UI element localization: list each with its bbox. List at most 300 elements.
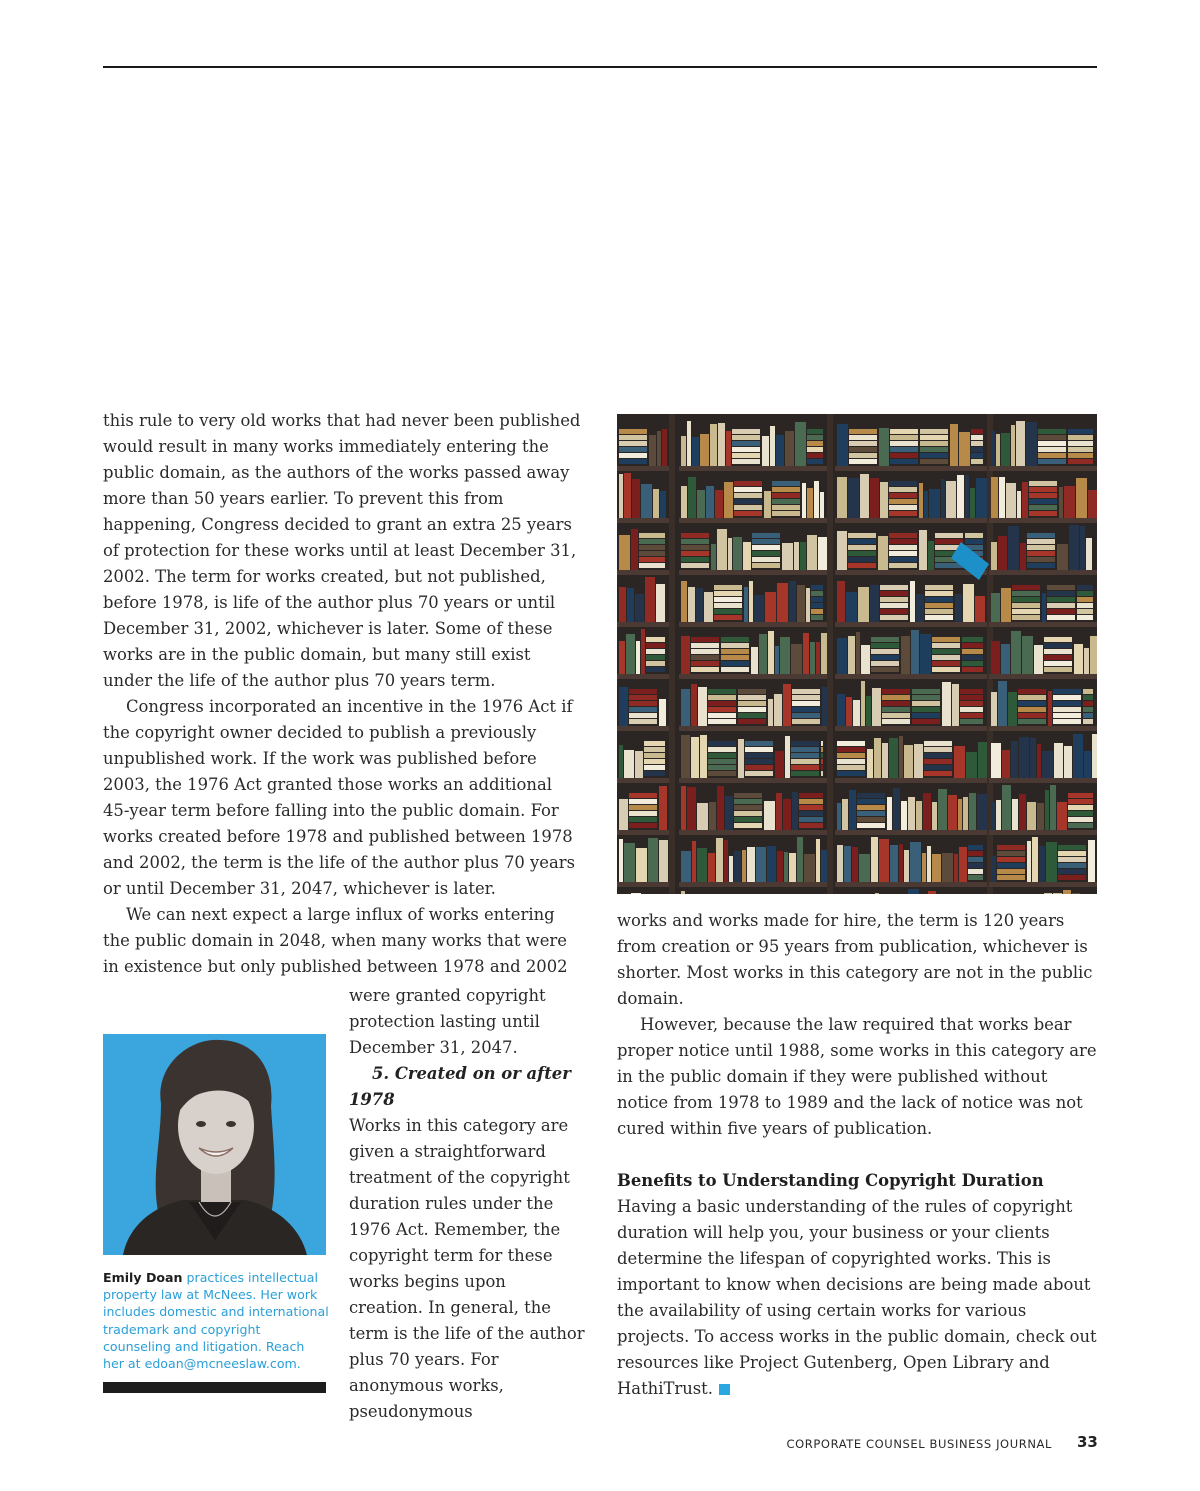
book: [721, 667, 749, 672]
book: [756, 847, 766, 882]
book: [919, 530, 927, 570]
shelf-board: [835, 466, 987, 471]
shelf-board: [617, 674, 669, 679]
book: [742, 850, 746, 882]
book: [971, 459, 983, 464]
book: [866, 696, 871, 726]
book: [1011, 631, 1021, 674]
book: [857, 817, 885, 822]
book: [901, 636, 910, 674]
book: [858, 587, 869, 622]
book: [1045, 790, 1049, 830]
book: [880, 591, 908, 596]
shelf-board: [835, 674, 987, 679]
shelf-board: [989, 622, 1097, 627]
book: [844, 846, 851, 882]
book: [848, 636, 855, 674]
book: [792, 713, 820, 718]
book: [691, 655, 719, 660]
book: [644, 759, 665, 764]
book: [1012, 603, 1040, 608]
book: [772, 511, 800, 516]
book: [791, 747, 819, 752]
book: [1018, 707, 1046, 712]
shelf-board: [679, 726, 827, 731]
book: [716, 838, 723, 882]
book: [960, 689, 983, 694]
book: [849, 453, 877, 458]
book: [816, 839, 820, 882]
book: [882, 743, 888, 778]
author-bio-text: practices intellectual property law at McNees. Her work includes domestic and international trademark and copyright counseling and litigation. Reach her at edoan@mcneeslaw.com.: [103, 1270, 329, 1372]
book: [1017, 491, 1021, 518]
book: [807, 453, 823, 458]
book: [639, 551, 665, 556]
book: [1077, 591, 1093, 596]
book: [1038, 441, 1066, 446]
book: [681, 735, 690, 778]
book: [962, 637, 983, 642]
book: [807, 429, 823, 434]
book: [681, 539, 709, 544]
book: [714, 615, 742, 620]
book: [708, 765, 736, 770]
book: [774, 694, 782, 726]
book: [1083, 707, 1093, 712]
right-paragraph-continued: works and works made for hire, the term is 120 years from creation or 95 years from publication, whichever is shorter. Most works in this category are not in the public domain.: [617, 911, 1093, 1008]
book: [932, 649, 960, 654]
section-heading: Benefits to Understanding Copyright Duration: [617, 1171, 1044, 1190]
book: [882, 713, 910, 718]
shelf-board: [989, 518, 1097, 523]
book: [849, 429, 877, 434]
book: [714, 585, 742, 590]
book: [1088, 840, 1095, 882]
book: [837, 424, 848, 466]
book: [837, 747, 865, 752]
book: [752, 551, 780, 556]
book: [706, 486, 714, 518]
book: [880, 609, 908, 614]
book: [960, 713, 983, 718]
book: [963, 797, 968, 830]
book: [971, 441, 983, 446]
book: [734, 805, 762, 810]
book: [977, 794, 988, 830]
book: [971, 429, 983, 434]
book: [792, 792, 798, 830]
author-name: Emily Doan: [103, 1270, 183, 1285]
book: [962, 667, 983, 672]
book: [811, 597, 823, 602]
book: [927, 846, 931, 882]
book: [629, 689, 657, 694]
book: [639, 539, 665, 544]
book: [1042, 751, 1053, 778]
book: [968, 869, 983, 874]
book: [821, 759, 823, 764]
book: [1048, 691, 1052, 726]
book: [1053, 695, 1081, 700]
book: [889, 487, 917, 492]
book: [932, 661, 960, 666]
book: [875, 893, 879, 894]
book: [715, 490, 723, 518]
shelf-board: [679, 622, 827, 627]
book: [772, 499, 800, 504]
book: [772, 487, 800, 492]
book: [767, 846, 776, 882]
book: [870, 478, 879, 518]
shelf-board: [835, 622, 987, 627]
book: [1006, 483, 1016, 518]
book: [890, 441, 918, 446]
book: [821, 753, 823, 758]
book: [641, 484, 652, 518]
book: [726, 431, 731, 466]
book: [629, 695, 657, 700]
book: [1027, 551, 1055, 556]
book: [691, 649, 719, 654]
shelf-board: [679, 778, 827, 783]
shelf-board: [617, 570, 669, 575]
book: [734, 499, 762, 504]
book: [1073, 734, 1083, 778]
book: [924, 759, 952, 764]
book: [1047, 585, 1075, 590]
book: [619, 453, 647, 458]
book: [775, 751, 784, 778]
book: [1053, 713, 1081, 718]
book: [938, 789, 947, 830]
shelf-board: [617, 882, 669, 887]
book: [889, 499, 917, 504]
book: [899, 736, 903, 778]
book: [1068, 805, 1093, 810]
book: [732, 441, 760, 446]
book: [960, 701, 983, 706]
shelf-board: [989, 726, 1097, 731]
middle-column: [349, 983, 585, 1425]
book: [968, 851, 983, 856]
book: [770, 426, 775, 466]
book: [619, 459, 647, 464]
book: [776, 793, 782, 830]
book: [924, 771, 952, 776]
author-bio: [103, 1269, 329, 1372]
book: [734, 851, 741, 882]
book: [1018, 719, 1046, 724]
book: [821, 747, 823, 752]
book: [1037, 744, 1041, 778]
book: [768, 631, 774, 674]
book: [837, 845, 843, 882]
book: [646, 655, 665, 660]
book: [1008, 692, 1017, 726]
book: [721, 655, 749, 660]
book: [700, 735, 707, 778]
shelf-board: [617, 726, 669, 731]
book: [718, 423, 725, 466]
shelf-board: [835, 518, 987, 523]
book: [709, 802, 716, 830]
book: [1012, 799, 1018, 830]
book: [1047, 591, 1075, 596]
book: [710, 424, 717, 466]
book: [776, 435, 784, 466]
book: [889, 557, 917, 562]
book: [920, 441, 948, 446]
shelf-board: [679, 570, 827, 575]
book: [681, 545, 709, 550]
book: [1011, 425, 1015, 466]
book: [802, 483, 806, 518]
book: [646, 637, 665, 642]
book: [811, 585, 823, 590]
book: [991, 692, 997, 726]
shelf-board: [835, 778, 987, 783]
book: [764, 801, 775, 830]
book: [624, 843, 635, 882]
book: [1083, 701, 1093, 706]
book: [1068, 441, 1093, 446]
book: [849, 459, 877, 464]
book: [1068, 817, 1093, 822]
book: [1027, 563, 1055, 568]
book: [626, 634, 635, 674]
book: [1047, 597, 1075, 602]
book: [920, 429, 948, 434]
book: [889, 481, 917, 486]
book: [919, 483, 923, 518]
book: [878, 536, 888, 570]
book: [792, 701, 820, 706]
shelf-board: [835, 830, 987, 835]
book: [874, 738, 881, 778]
book: [969, 793, 976, 830]
book: [887, 797, 892, 830]
book: [966, 752, 977, 778]
shelf-post: [827, 414, 833, 894]
book: [871, 649, 899, 654]
book: [893, 788, 900, 830]
book: [660, 491, 666, 518]
book: [799, 805, 823, 810]
shelf-board: [617, 778, 669, 783]
book: [688, 477, 696, 518]
book: [1038, 459, 1066, 464]
book: [1058, 875, 1086, 880]
book: [1002, 750, 1010, 778]
book: [911, 630, 919, 674]
book: [714, 609, 742, 614]
book: [698, 687, 707, 726]
book: [912, 701, 940, 706]
book: [721, 649, 749, 654]
book: [1029, 487, 1057, 492]
book: [952, 684, 959, 726]
book: [923, 793, 931, 830]
book: [635, 751, 643, 778]
book: [1076, 478, 1087, 518]
book: [1058, 845, 1086, 850]
book: [747, 847, 755, 882]
book: [842, 799, 848, 830]
book: [963, 584, 974, 622]
book: [636, 641, 640, 674]
book: [734, 493, 762, 498]
book: [619, 429, 647, 434]
book: [880, 615, 908, 620]
book: [1086, 538, 1092, 570]
book: [687, 787, 696, 830]
book: [997, 851, 1025, 856]
book: [775, 646, 779, 674]
book: [1027, 841, 1031, 882]
book: [1038, 453, 1066, 458]
book: [681, 486, 687, 518]
book: [791, 759, 819, 764]
book: [899, 844, 903, 882]
book: [1001, 588, 1011, 622]
book: [732, 453, 760, 458]
book: [849, 441, 877, 446]
book: [1080, 526, 1085, 570]
book: [635, 594, 644, 622]
book: [648, 838, 658, 882]
book: [629, 707, 657, 712]
book: [644, 765, 665, 770]
book: [1018, 713, 1046, 718]
book: [807, 488, 813, 518]
book: [965, 539, 983, 544]
book: [791, 753, 819, 758]
book: [991, 477, 998, 518]
book: [1053, 707, 1081, 712]
book: [889, 505, 917, 510]
book: [1084, 751, 1091, 778]
book: [1083, 713, 1093, 718]
book: [856, 632, 860, 674]
book: [631, 529, 638, 570]
book: [745, 747, 773, 752]
shelf-board: [617, 830, 669, 835]
book: [799, 793, 823, 798]
book: [772, 493, 800, 498]
book: [932, 667, 960, 672]
book: [997, 863, 1025, 868]
book: [924, 741, 952, 746]
book: [708, 747, 736, 752]
book: [890, 447, 918, 452]
book: [1044, 893, 1052, 894]
book: [837, 765, 865, 770]
book: [991, 802, 995, 830]
book: [738, 695, 766, 700]
book: [872, 688, 881, 726]
book: [646, 667, 665, 672]
book: [1022, 482, 1028, 518]
book: [789, 581, 796, 622]
book: [619, 535, 630, 570]
book: [1053, 893, 1062, 894]
book: [1029, 511, 1057, 516]
book: [1063, 890, 1071, 894]
book: [752, 545, 780, 550]
middle-paragraph-continued: were granted copyright protection lasting until December 31, 2047.: [349, 986, 546, 1057]
book: [880, 603, 908, 608]
book: [857, 805, 885, 810]
book: [1044, 661, 1072, 666]
book: [646, 661, 665, 666]
book: [1038, 447, 1066, 452]
book: [714, 603, 742, 608]
book: [629, 823, 657, 828]
book: [976, 478, 987, 518]
book: [816, 642, 820, 674]
book: [821, 765, 823, 770]
book: [960, 707, 983, 712]
book: [1019, 794, 1026, 830]
book: [932, 655, 960, 660]
book: [848, 551, 876, 556]
book: [1012, 609, 1040, 614]
book: [1083, 695, 1093, 700]
book: [1077, 615, 1093, 620]
book: [916, 594, 924, 622]
book: [922, 853, 926, 882]
book: [962, 661, 983, 666]
book: [725, 796, 733, 830]
book: [925, 597, 953, 602]
shelf-board: [989, 830, 1097, 835]
book: [721, 661, 749, 666]
book: [925, 603, 953, 608]
book: [848, 478, 859, 518]
book: [1037, 803, 1044, 830]
book: [807, 441, 823, 446]
book: [962, 655, 983, 660]
book: [1034, 645, 1043, 674]
book: [880, 482, 888, 518]
book: [1020, 543, 1026, 570]
book: [1058, 857, 1086, 862]
book: [800, 542, 806, 570]
book: [752, 557, 780, 562]
book: [782, 543, 793, 570]
book: [721, 643, 749, 648]
book: [732, 429, 760, 434]
book: [928, 541, 934, 570]
book: [837, 771, 865, 776]
shelf-board: [679, 830, 827, 835]
book: [752, 539, 780, 544]
book: [656, 584, 665, 622]
book: [837, 531, 847, 570]
book: [880, 585, 908, 590]
book: [629, 799, 657, 804]
book: [619, 474, 623, 518]
book: [681, 851, 691, 882]
shelf-board: [989, 570, 1097, 575]
book: [629, 811, 657, 816]
book: [924, 491, 928, 518]
book: [644, 747, 665, 752]
book: [1044, 643, 1072, 648]
book: [1012, 585, 1040, 590]
shelf-board: [679, 466, 827, 471]
book: [890, 453, 918, 458]
